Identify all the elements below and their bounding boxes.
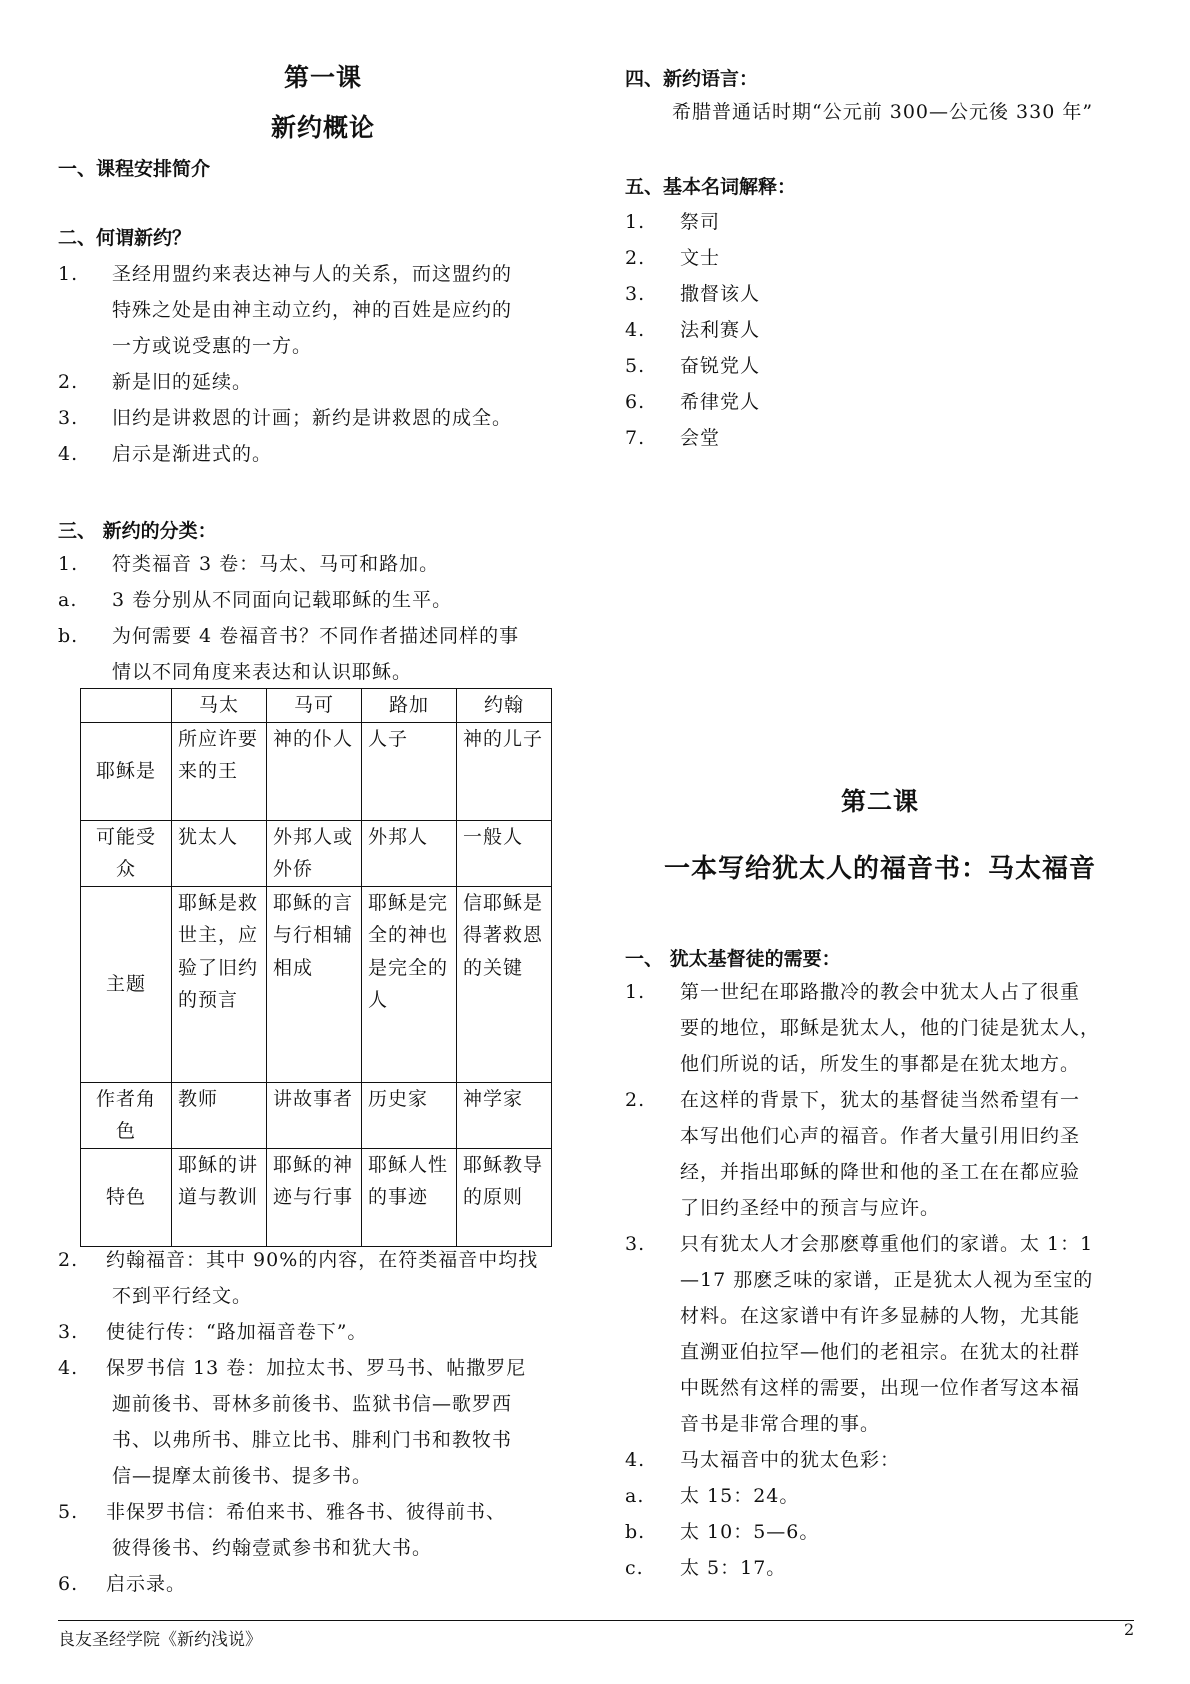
list-text: 他们所说的话，所发生的事都是在犹太地方。 [680, 1053, 1081, 1075]
list-text: 文士 [680, 247, 721, 269]
gospels-comparison-table [80, 688, 552, 1247]
table-row-header: 可能受众 [81, 820, 172, 886]
list-text: 音书是非常合理的事。 [680, 1413, 881, 1435]
table-header-cell [81, 689, 172, 723]
list-number: 4. [58, 443, 79, 465]
list-text: 彼得後书、约翰壹贰参书和犹大书。 [112, 1537, 433, 1559]
list-text: 太 15：24。 [680, 1485, 800, 1507]
list-text: 会堂 [680, 427, 721, 449]
list-number: 6. [58, 1573, 79, 1595]
table-cell: 神的儿子 [457, 722, 552, 820]
list-text: 奋锐党人 [680, 355, 761, 377]
table-row [81, 1148, 552, 1246]
table-cell: 人子 [362, 722, 457, 820]
table-cell: 耶稣是完全的神也是完全的人 [362, 886, 457, 1082]
list-text: 约翰福音：其中 90%的内容，在符类福音中均找 [106, 1249, 539, 1271]
list-number: 4. [625, 319, 646, 341]
list-number: 4. [625, 1449, 646, 1471]
list-number: b. [58, 625, 79, 647]
section-heading: 二、何谓新约？ [58, 227, 192, 249]
table-cell: 耶稣的言与行相辅相成 [267, 886, 362, 1082]
table-cell: 犹太人 [172, 820, 267, 886]
table-cell: 耶稣教导的原则 [457, 1148, 552, 1246]
table-cell: 教师 [172, 1082, 267, 1148]
list-number: 7. [625, 427, 646, 449]
list-text: 要的地位，耶稣是犹太人，他的门徒是犹太人， [680, 1017, 1101, 1039]
table-header-cell: 路加 [362, 689, 457, 723]
list-text: 经，并指出耶稣的降世和他的圣工在在都应验 [680, 1161, 1081, 1183]
list-text: 启示录。 [106, 1573, 187, 1595]
list-number: 1. [625, 981, 646, 1003]
list-number: 3. [58, 1321, 79, 1343]
lesson2-subtitle: 一本写给犹太人的福音书：马太福音 [663, 854, 1096, 884]
list-text: 材料。在这家谱中有许多显赫的人物，尤其能 [680, 1305, 1081, 1327]
list-number: 1. [625, 211, 646, 233]
section-heading: 一、课程安排简介 [58, 158, 211, 180]
list-text: 撒督该人 [680, 283, 761, 305]
list-text: 迦前後书、哥林多前後书、监狱书信—歌罗西 [112, 1393, 513, 1415]
table-cell: 耶稣人性的事迹 [362, 1148, 457, 1246]
table-cell: 耶稣是救世主，应验了旧约的预言 [172, 886, 267, 1082]
list-text: 信—提摩太前後书、提多书。 [112, 1465, 373, 1487]
table-header-cell: 马太 [172, 689, 267, 723]
list-text: 太 10：5—6。 [680, 1521, 820, 1543]
list-number: 5. [58, 1501, 79, 1523]
list-text: 为何需要 4 卷福音书？不同作者描述同样的事 [112, 625, 520, 647]
list-text: 了旧约圣经中的预言与应许。 [680, 1197, 941, 1219]
table-row-header: 作者角色 [81, 1082, 172, 1148]
table-header-row [81, 689, 552, 723]
table-cell: 耶稣的讲道与教训 [172, 1148, 267, 1246]
list-text: 启示是渐进式的。 [112, 443, 273, 465]
list-number: 2. [625, 1089, 646, 1111]
list-number: a. [58, 589, 78, 611]
list-text: 3 卷分别从不同面向记载耶稣的生平。 [112, 589, 453, 611]
language-period-text: 希腊普通话时期“公元前 300—公元後 330 年” [672, 101, 1094, 123]
page-number: 2 [1124, 1620, 1135, 1639]
list-text: 旧约是讲救恩的计画；新约是讲救恩的成全。 [112, 407, 513, 429]
footer-book-title: 良友圣经学院《新约浅说》 [58, 1630, 262, 1650]
table-row [81, 886, 552, 1082]
table-cell: 外邦人 [362, 820, 457, 886]
list-text: 祭司 [680, 211, 721, 233]
table-row [81, 722, 552, 820]
list-number: c. [625, 1557, 644, 1579]
table-cell: 历史家 [362, 1082, 457, 1148]
table-row-header: 特色 [81, 1148, 172, 1246]
list-number: b. [625, 1521, 646, 1543]
lesson1-subtitle: 新约概论 [270, 113, 375, 142]
table-cell: 讲故事者 [267, 1082, 362, 1148]
list-text: 法利赛人 [680, 319, 761, 341]
list-text: 太 5：17。 [680, 1557, 787, 1579]
table-cell: 神的仆人 [267, 722, 362, 820]
list-text: 一方或说受惠的一方。 [112, 335, 313, 357]
list-number: 1. [58, 553, 79, 575]
list-number: 4. [58, 1357, 79, 1379]
list-number: 6. [625, 391, 646, 413]
section-heading: 一、 犹太基督徒的需要： [625, 948, 841, 970]
list-number: 3. [625, 1233, 646, 1255]
table-cell: 一般人 [457, 820, 552, 886]
list-text: 使徒行传：“路加福音卷下”。 [106, 1321, 368, 1343]
list-text: 新是旧的延续。 [112, 371, 253, 393]
list-number: 3. [625, 283, 646, 305]
list-text: 情以不同角度来表达和认识耶稣。 [112, 661, 413, 683]
table-row [81, 1082, 552, 1148]
list-number: 2. [58, 1249, 79, 1271]
list-text: —17 那麽乏味的家谱，正是犹太人视为至宝的 [680, 1269, 1094, 1291]
table-cell: 信耶稣是得著救恩的关键 [457, 886, 552, 1082]
table-header-cell: 约翰 [457, 689, 552, 723]
list-text: 直溯亚伯拉罕—他们的老祖宗。在犹太的社群 [680, 1341, 1081, 1363]
section-heading: 五、基本名词解释： [625, 176, 797, 198]
list-number: 1. [58, 263, 79, 285]
list-text: 只有犹太人才会那麽尊重他们的家谱。太 1：1 [680, 1233, 1094, 1255]
section-heading: 三、 新约的分类： [58, 520, 217, 542]
list-text: 保罗书信 13 卷：加拉太书、罗马书、帖撒罗尼 [106, 1357, 527, 1379]
list-text: 在这样的背景下，犹太的基督徒当然希望有一 [680, 1089, 1081, 1111]
list-number: 3. [58, 407, 79, 429]
list-text: 符类福音 3 卷：马太、马可和路加。 [112, 553, 440, 575]
list-text: 圣经用盟约来表达神与人的关系，而这盟约的 [112, 263, 513, 285]
lesson2-title: 第二课 [840, 787, 919, 816]
list-text: 书、以弗所书、腓立比书、腓利门书和教牧书 [112, 1429, 513, 1451]
section-heading: 四、新约语言： [625, 68, 759, 90]
table-cell: 外邦人或外侨 [267, 820, 362, 886]
list-text: 本写出他们心声的福音。作者大量引用旧约圣 [680, 1125, 1081, 1147]
list-text: 马太福音中的犹太色彩： [680, 1449, 901, 1471]
list-text: 希律党人 [680, 391, 761, 413]
table-row-header: 主题 [81, 886, 172, 1082]
list-text: 第一世纪在耶路撒冷的教会中犹太人占了很重 [680, 981, 1081, 1003]
table-row-header: 耶稣是 [81, 722, 172, 820]
table-row [81, 820, 552, 886]
list-text: 特殊之处是由神主动立约，神的百姓是应约的 [112, 299, 513, 321]
list-number: 5. [625, 355, 646, 377]
table-cell: 所应许要来的王 [172, 722, 267, 820]
footer-divider [58, 1620, 1134, 1621]
lesson1-title: 第一课 [283, 63, 362, 92]
list-text: 中既然有这样的需要，出现一位作者写这本福 [680, 1377, 1081, 1399]
table-header-cell: 马可 [267, 689, 362, 723]
list-text: 非保罗书信：希伯来书、雅各书、彼得前书、 [106, 1501, 507, 1523]
table-cell: 神学家 [457, 1082, 552, 1148]
list-number: a. [625, 1485, 645, 1507]
list-number: 2. [58, 371, 79, 393]
table-cell: 耶稣的神迹与行事 [267, 1148, 362, 1246]
list-text: 不到平行经文。 [112, 1285, 253, 1307]
list-number: 2. [625, 247, 646, 269]
